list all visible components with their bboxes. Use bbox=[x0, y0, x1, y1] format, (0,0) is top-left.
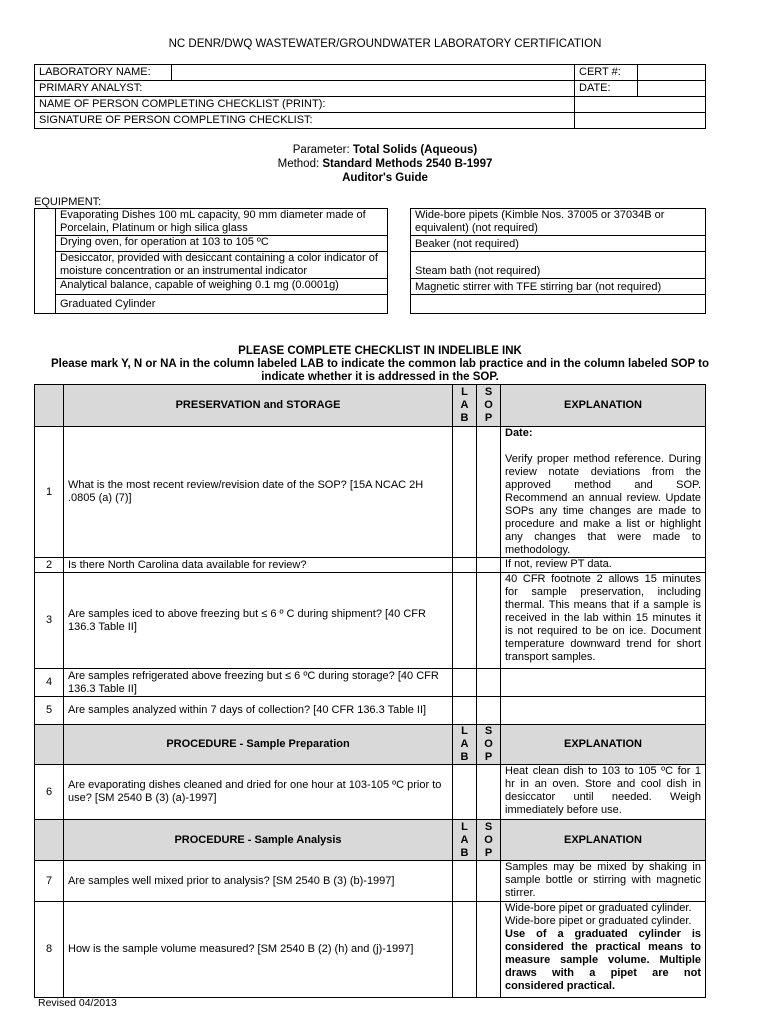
checklist-table bbox=[34, 384, 706, 998]
section-title: PROCEDURE - Sample Analysis bbox=[64, 820, 453, 861]
section-header-sample-analysis bbox=[35, 820, 706, 861]
section-title: PROCEDURE - Sample Preparation bbox=[64, 725, 453, 765]
section-title: PRESERVATION and STORAGE bbox=[64, 385, 453, 427]
item-explanation bbox=[501, 669, 706, 697]
lab-answer-cell[interactable] bbox=[453, 902, 477, 998]
item-explanation: 40 CFR footnote 2 allows 15 minutes for sample preservation, including thermal. This means that if a sample is received in the lab within 15 minutes it is not required to be on ice. Document temperature downward trend for short transport samples. bbox=[501, 573, 706, 669]
checklist-row bbox=[35, 558, 706, 573]
method-label: Method: bbox=[277, 158, 323, 170]
date-field[interactable] bbox=[638, 81, 706, 97]
checklist-row bbox=[35, 697, 706, 725]
lab-answer-cell[interactable] bbox=[453, 861, 477, 902]
method-value: Standard Methods 2540 B-1997 bbox=[322, 158, 493, 170]
item-number: 3 bbox=[35, 573, 64, 669]
equipment-item: Drying oven, for operation at 103 to 105 ºC bbox=[56, 236, 388, 252]
item-explanation bbox=[501, 427, 706, 558]
lab-answer-cell[interactable] bbox=[453, 558, 477, 573]
item-number: 8 bbox=[35, 902, 64, 998]
lab-name-label: LABORATORY NAME: bbox=[35, 65, 172, 81]
item-question: Are samples refrigerated above freezing but ≤ 6 ºC during storage? [40 CFR 136.3 Table II] bbox=[64, 669, 453, 697]
sop-column-header: S O P bbox=[477, 385, 501, 427]
revision-date: Revised 04/2013 bbox=[38, 997, 117, 1009]
parameter-block bbox=[0, 143, 770, 185]
explanation-header: EXPLANATION bbox=[501, 820, 706, 861]
auditors-guide: Auditor's Guide bbox=[342, 172, 428, 184]
section-blank bbox=[35, 820, 64, 861]
item-question: Is there North Carolina data available for review? bbox=[64, 558, 453, 573]
sop-answer-cell[interactable] bbox=[477, 427, 501, 558]
equipment-label: EQUIPMENT: bbox=[34, 196, 102, 208]
item-explanation: If not, review PT data. bbox=[501, 558, 706, 573]
equipment-table bbox=[34, 208, 706, 314]
item-explanation-text: Wide-bore pipet or graduated cylinder. bbox=[505, 915, 692, 927]
item-number: 4 bbox=[35, 669, 64, 697]
cert-field[interactable] bbox=[638, 65, 706, 81]
date-heading: Date: bbox=[505, 427, 533, 439]
person-label: NAME OF PERSON COMPLETING CHECKLIST (PRINT): bbox=[35, 97, 575, 113]
lab-column-header: L A B bbox=[453, 385, 477, 427]
date-label: DATE: bbox=[575, 81, 638, 97]
checklist-row bbox=[35, 861, 706, 902]
sop-answer-cell[interactable] bbox=[477, 669, 501, 697]
checklist-row bbox=[35, 573, 706, 669]
sop-answer-cell[interactable] bbox=[477, 573, 501, 669]
item-number: 2 bbox=[35, 558, 64, 573]
equipment-item bbox=[411, 295, 706, 314]
equipment-item: Graduated Cylinder bbox=[56, 295, 388, 314]
sop-answer-cell[interactable] bbox=[477, 765, 501, 820]
cert-label: CERT #: bbox=[575, 65, 638, 81]
checklist-row bbox=[35, 669, 706, 697]
sop-column-header: S O P bbox=[477, 820, 501, 861]
equipment-item: Desiccator, provided with desiccant containing a color indicator of moisture concentration or an instrumental indicator bbox=[56, 252, 388, 279]
item-number: 6 bbox=[35, 765, 64, 820]
item-question: How is the sample volume measured? [SM 2540 B (2) (h) and (j)-1997] bbox=[64, 902, 453, 998]
checklist-row bbox=[35, 765, 706, 820]
page-title: NC DENR/DWQ WASTEWATER/GROUNDWATER LABORATORY CERTIFICATION bbox=[168, 38, 602, 50]
instructions-line1: PLEASE COMPLETE CHECKLIST IN INDELIBLE INK bbox=[238, 345, 522, 357]
analyst-label: PRIMARY ANALYST: bbox=[35, 81, 575, 97]
section-header-sample-preparation bbox=[35, 725, 706, 765]
sop-answer-cell[interactable] bbox=[477, 558, 501, 573]
signature-field[interactable] bbox=[575, 113, 706, 129]
lab-answer-cell[interactable] bbox=[453, 765, 477, 820]
lab-answer-cell[interactable] bbox=[453, 697, 477, 725]
item-explanation bbox=[501, 902, 706, 998]
equipment-item: Magnetic stirrer with TFE stirring bar (not required) bbox=[411, 279, 706, 295]
checklist-row bbox=[35, 902, 706, 998]
equipment-item: Evaporating Dishes 100 mL capacity, 90 mm diameter made of Porcelain, Platinum or high silica glass bbox=[56, 209, 388, 236]
equipment-gap bbox=[388, 209, 411, 314]
equipment-item: Beaker (not required) bbox=[411, 236, 706, 252]
sop-answer-cell[interactable] bbox=[477, 861, 501, 902]
lab-name-field[interactable] bbox=[172, 65, 575, 81]
item-explanation bbox=[501, 697, 706, 725]
item-question: Are samples iced to above freezing but ≤ 6 º C during shipment? [40 CFR 136.3 Table II] bbox=[64, 573, 453, 669]
section-blank bbox=[35, 725, 64, 765]
item-question: Are samples well mixed prior to analysis? [SM 2540 B (3) (b)-1997] bbox=[64, 861, 453, 902]
item-number: 7 bbox=[35, 861, 64, 902]
instructions-line2: Please mark Y, N or NA in the column labeled LAB to indicate the common lab practice and in the column labeled SOP to indicate whether it is addressed in the SOP. bbox=[51, 358, 709, 383]
parameter-label: Parameter: bbox=[292, 144, 353, 156]
checklist-row bbox=[35, 427, 706, 558]
item-number: 5 bbox=[35, 697, 64, 725]
item-question: Are samples analyzed within 7 days of collection? [40 CFR 136.3 Table II] bbox=[64, 697, 453, 725]
lab-answer-cell[interactable] bbox=[453, 573, 477, 669]
lab-info-table bbox=[34, 64, 706, 129]
item-explanation: Samples may be mixed by shaking in sample bottle or stirring with magnetic stirrer. bbox=[501, 861, 706, 902]
item-question: Are evaporating dishes cleaned and dried for one hour at 103-105 ºC prior to use? [SM 2540 B (3) (a)-1997] bbox=[64, 765, 453, 820]
section-blank bbox=[35, 385, 64, 427]
instructions bbox=[30, 345, 730, 384]
item-number: 1 bbox=[35, 427, 64, 558]
lab-column-header: L A B bbox=[453, 820, 477, 861]
item-question: What is the most recent review/revision date of the SOP? [15A NCAC 2H .0805 (a) (7)] bbox=[64, 427, 453, 558]
item-explanation-text: Wide-bore pipet or graduated cylinder. bbox=[505, 902, 692, 914]
explanation-header: EXPLANATION bbox=[501, 385, 706, 427]
sop-column-header: S O P bbox=[477, 725, 501, 765]
equipment-item: Steam bath (not required) bbox=[411, 252, 706, 279]
person-field[interactable] bbox=[575, 97, 706, 113]
item-explanation-bold: Use of a graduated cylinder is considered the practical means to measure sample volume. Multiple draws with a pipet are not considered practical. bbox=[505, 928, 701, 992]
lab-answer-cell[interactable] bbox=[453, 669, 477, 697]
lab-column-header: L A B bbox=[453, 725, 477, 765]
lab-answer-cell[interactable] bbox=[453, 427, 477, 558]
section-header-preservation bbox=[35, 385, 706, 427]
sop-answer-cell[interactable] bbox=[477, 902, 501, 998]
sop-answer-cell[interactable] bbox=[477, 697, 501, 725]
equipment-item: Wide-bore pipets (Kimble Nos. 37005 or 37034B or equivalent) (not required) bbox=[411, 209, 706, 236]
item-explanation: Heat clean dish to 103 to 105 ºC for 1 hr in an oven. Store and cool dish in desiccator until needed. Weigh immediately before use. bbox=[501, 765, 706, 820]
equipment-spacer bbox=[35, 209, 56, 314]
item-explanation-text: Verify proper method reference. During review notate deviations from the approved method and SOP. Recommend an annual review. Update SOPs any time changes are made to procedure and make a list or highlight any changes that were made to methodology. bbox=[505, 453, 701, 556]
equipment-item: Analytical balance, capable of weighing 0.1 mg (0.0001g) bbox=[56, 279, 388, 295]
parameter-value: Total Solids (Aqueous) bbox=[352, 144, 478, 156]
explanation-header: EXPLANATION bbox=[501, 725, 706, 765]
signature-label: SIGNATURE OF PERSON COMPLETING CHECKLIST: bbox=[35, 113, 575, 129]
